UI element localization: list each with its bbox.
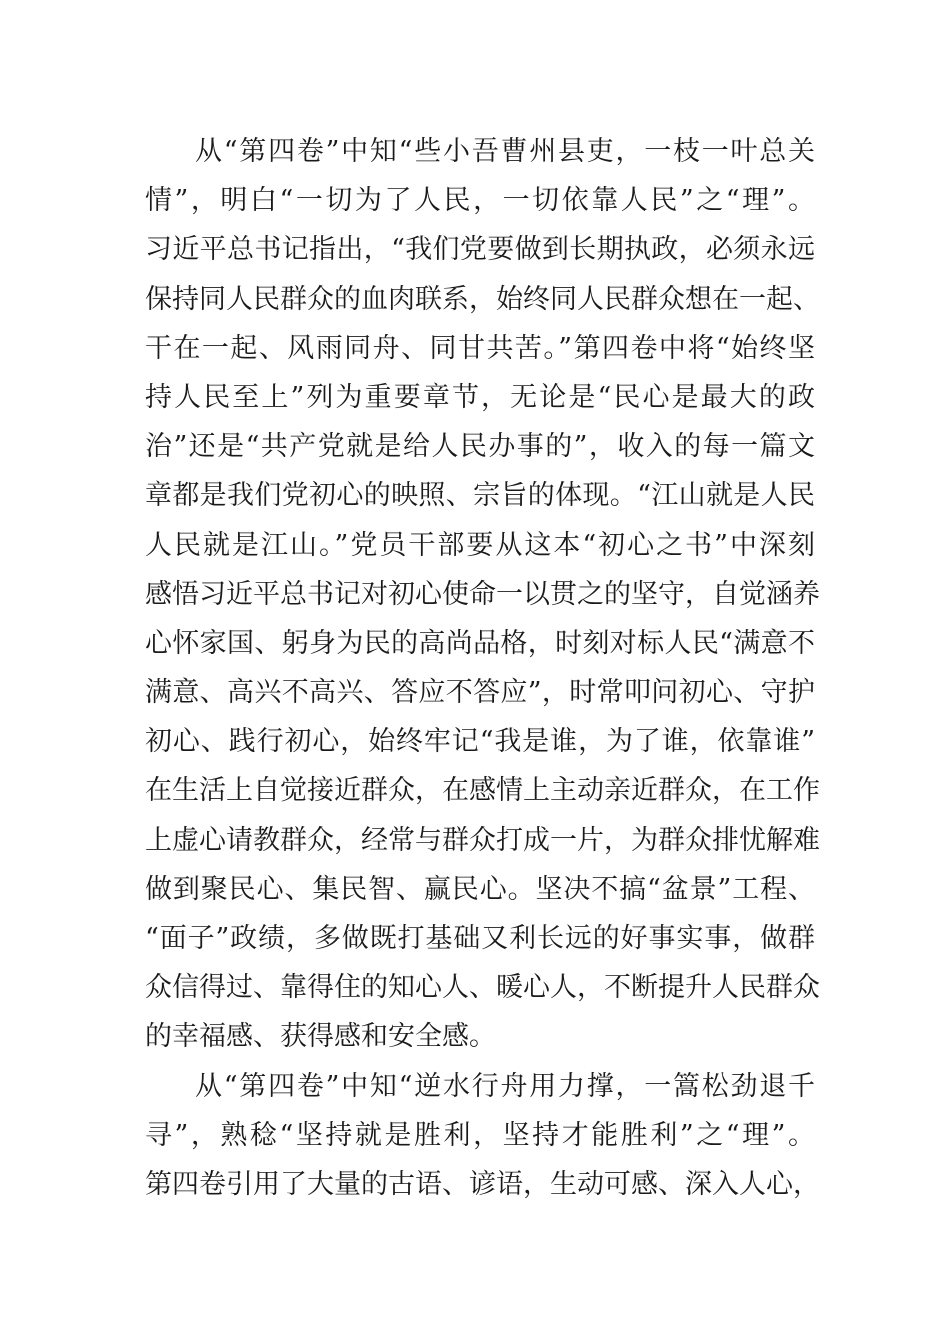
text-line: 持人民至上”列为重要章节，无论是“民心是最大的政	[145, 381, 815, 413]
text-line: 在生活上自觉接近群众，在感情上主动亲近群众，在工作	[145, 775, 820, 807]
text-line: 情”，明白“一切为了人民，一切依靠人民”之“理”。	[145, 185, 815, 217]
text-line: 的幸福感、获得感和安全感。	[145, 1021, 496, 1053]
text-line: 初心、践行初心，始终牢记“我是谁，为了谁，依靠谁”	[145, 726, 815, 758]
text-line: 人民就是江山。”党员干部要从这本“初心之书”中深刻	[145, 529, 815, 561]
text-line: 感悟习近平总书记对初心使命一以贯之的坚守，自觉涵养	[145, 578, 820, 610]
text-line: 寻”，熟稔“坚持就是胜利，坚持才能胜利”之“理”。	[145, 1119, 815, 1151]
text-line: “面子”政绩，多做既打基础又利长远的好事实事，做群	[145, 923, 815, 954]
text-line: 习近平总书记指出，“我们党要做到长期执政，必须永远	[145, 234, 815, 266]
text-line: 上虚心请教群众，经常与群众打成一片，为群众排忧解难	[145, 824, 820, 856]
text-line: 保持同人民群众的血肉联系，始终同人民群众想在一起、	[145, 283, 820, 315]
text-line: 第四卷引用了大量的古语、谚语，生动可感、深入人心，	[145, 1168, 820, 1200]
text-line: 从“第四卷”中知“些小吾曹州县吏，一枝一叶总关	[195, 136, 815, 167]
text-line: 众信得过、靠得住的知心人、暖心人，不断提升人民群众	[145, 972, 820, 1004]
text-line: 干在一起、风雨同舟、同甘共苦。”第四卷中将“始终坚	[145, 332, 815, 364]
text-line: 心怀家国、躬身为民的高尚品格，时刻对标人民“满意不	[145, 627, 815, 659]
text-line: 满意、高兴不高兴、答应不答应”，时常叩问初心、守护	[145, 677, 815, 709]
text-line: 从“第四卷”中知“逆水行舟用力撑，一篙松劲退千	[195, 1070, 815, 1102]
text-line: 做到聚民心、集民智、赢民心。坚决不搞“盆景”工程、	[145, 873, 815, 905]
text-line: 章都是我们党初心的映照、宗旨的体现。“江山就是人民	[145, 480, 815, 512]
body-text	[145, 127, 820, 1209]
text-line: 治”还是“共产党就是给人民办事的”，收入的每一篇文	[145, 431, 815, 463]
